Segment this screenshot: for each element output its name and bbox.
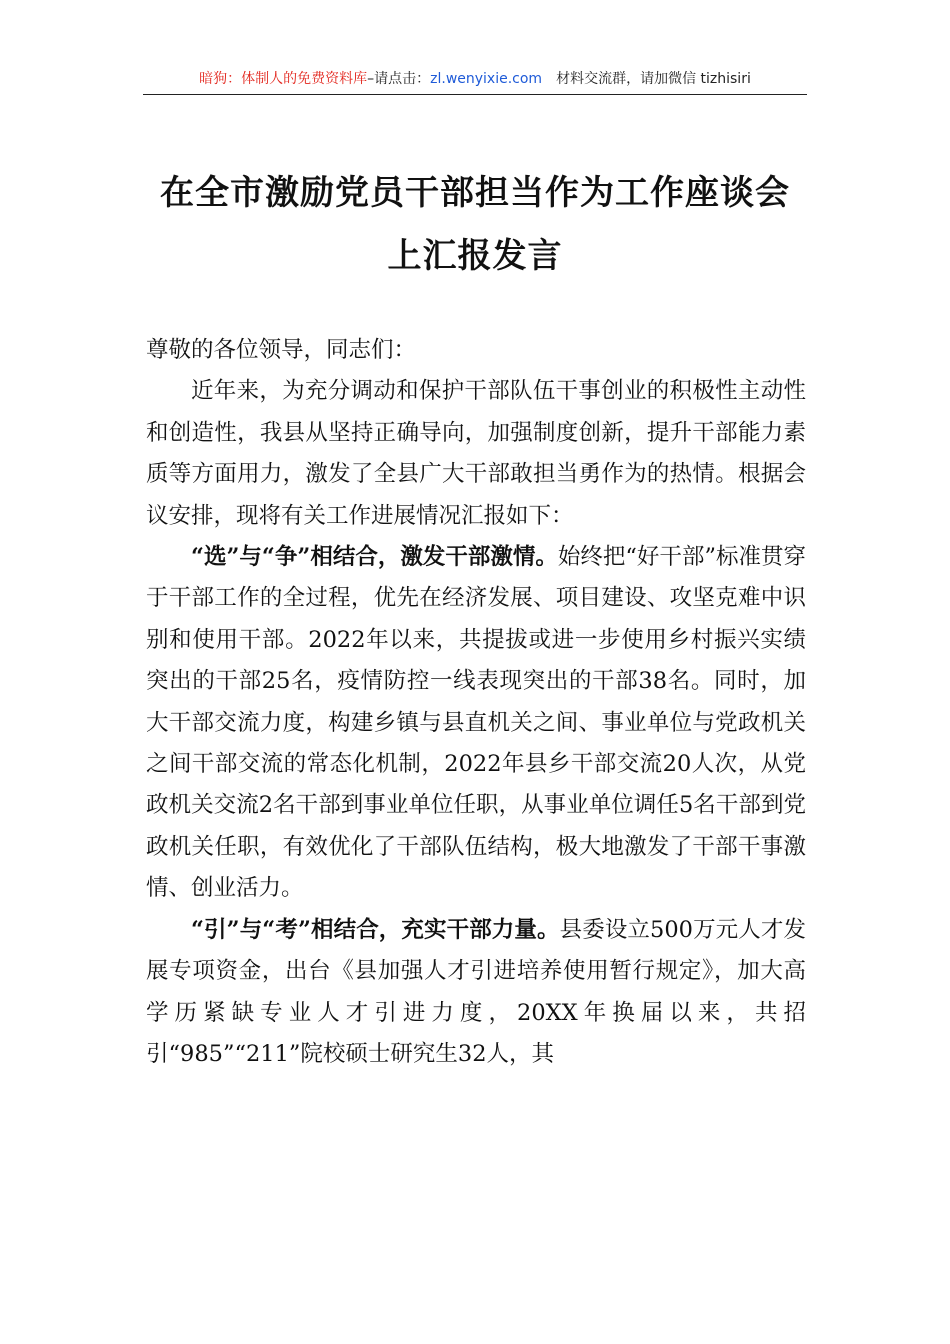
document-body (146, 330, 806, 1075)
section-2-text: 县委设立500万元人才发展专项资金，出台《县加强人才引进培养使用暂行规定》，加大高学历紧缺专业人才引进力度，20XX年换届以来，共招引“985”“211”院校硕士研究生32人，其 (146, 916, 806, 1067)
section-2-paragraph (146, 910, 806, 1076)
header-site-name: 暗狗：体制人的免费资料库 (199, 71, 368, 87)
greeting: 尊敬的各位领导，同志们： (146, 337, 417, 363)
intro-paragraph: 近年来，为充分调动和保护干部队伍干事创业的积极性主动性和创造性，我县从坚持正确导向，加强制度创新，提升干部能力素质等方面用力，激发了全县广大干部敢担当勇作为的热情。根据会议安排，现将有关工作进展情况汇报如下： (146, 378, 806, 529)
document-title-line-2: 上汇报发言 (387, 236, 563, 276)
section-1-paragraph (146, 537, 806, 910)
header-link[interactable]: zl.wenyixie.com (430, 71, 543, 87)
header-wechat-note: 材料交流群，请加微信 tizhisiri (556, 71, 751, 87)
section-2-heading: “引”与“考”相结合，充实干部力量。 (191, 916, 560, 943)
section-1-text: 始终把“好干部”标准贯穿于干部工作的全过程，优先在经济发展、项目建设、攻坚克难中识别和使用干部。2022年以来，共提拔或进一步使用乡村振兴实绩突出的干部25名，疫情防控一线表现突出的干部38名。同时，加大干部交流力度，构建乡镇与县直机关之间、事业单位与党政机关之间干部交流的常态化机制，2022年县乡干部交流20人次，从党政机关交流2名干部到事业单位任职，从事业单位调任5名干部到党政机关任职，有效优化了干部队伍结构，极大地激发了干部干事激情、创业活力。 (146, 544, 806, 902)
section-1-heading: “选”与“争”相结合，激发干部激情。 (191, 544, 558, 571)
document-title-line-1: 在全市激励党员干部担当作为工作座谈会 (160, 173, 790, 213)
page-header (143, 68, 807, 95)
header-click-prompt: –请点击： (367, 71, 431, 87)
